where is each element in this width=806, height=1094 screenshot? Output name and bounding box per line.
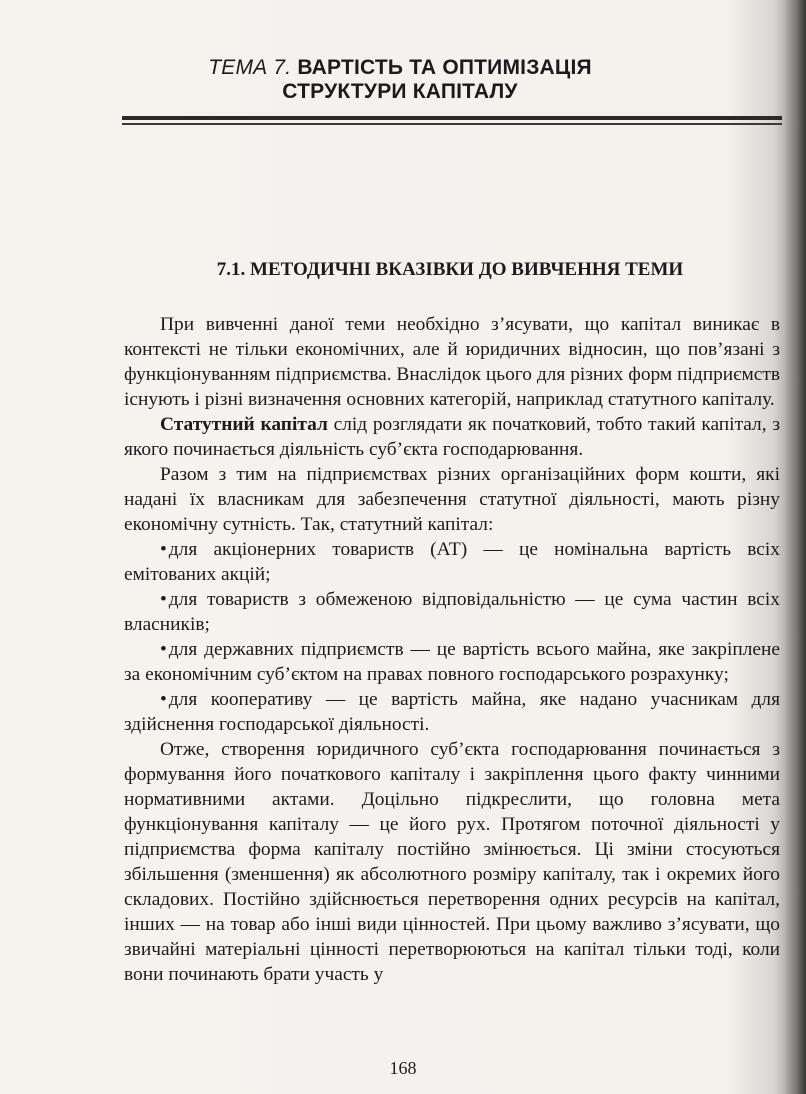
list-item-text: для акціонерних товариств (АТ) — це номінальна вартість всіх емітованих акцій; (124, 539, 780, 585)
bullet-list (124, 537, 780, 737)
chapter-title-line-1-text: ВАРТІСТЬ ТА ОПТИМІЗАЦІЯ (297, 56, 592, 79)
header-rule-thin (122, 123, 782, 125)
page-number: 168 (389, 1058, 417, 1078)
header-rule-thick (122, 116, 782, 120)
list-item (124, 587, 780, 637)
paragraph-3: Разом з тим на підприємствах різних організаційних форм кошти, які надані їх власникам для забезпечення статутної діяльності, мають різну економічну сутність. Так, статутний капітал: (124, 464, 780, 535)
chapter-title-line-1 (150, 56, 650, 80)
paragraph-2 (124, 412, 780, 462)
paragraph-4: Отже, створення юридичного суб’єкта господарювання починається з формування його початкового капіталу і закріплення цього факту чинними нормативними актами. Доцільно підкреслити, що головна мета функціонування капіталу — це його рух. Протягом поточної діяльності у підприємства форма капіталу постійно змінюється. Ці зміни стосуються збільшення (зменшення) як абсолютного розміру капіталу, так і окремих його складових. Постійно здійснюється перетворення одних ресурсів на капітал, інших — на товар або інші види цінностей. При цьому важливо з’ясувати, що звичайні матеріальні цінності перетворюються на капітал тільки тоді, коли вони починають брати участь у (124, 739, 780, 985)
list-item (124, 537, 780, 587)
list-item-text: для кооперативу — це вартість майна, яке надано учасникам для здійснення господарської діяльності. (124, 689, 780, 735)
chapter-title-prefix: ТЕМА 7. (208, 56, 292, 79)
list-item-text: для державних підприємств — це вартість всього майна, яке закріплене за економічним суб’єктом на правах повного господарського розрахунку; (124, 639, 780, 685)
bullet-icon: • (160, 639, 167, 660)
section-heading: 7.1. МЕТОДИЧНІ ВКАЗІВКИ ДО ВИВЧЕННЯ ТЕМИ (216, 259, 684, 280)
body-text (124, 312, 780, 987)
bullet-icon: • (160, 539, 167, 560)
list-item (124, 637, 780, 687)
list-item (124, 687, 780, 737)
term-statutory-capital: Статутний капітал (160, 414, 328, 435)
list-item-text: для товариств з обмеженою відповідальністю — це сума частин всіх власників; (124, 589, 780, 635)
page-edge-shadow (784, 0, 806, 1094)
bullet-icon: • (160, 589, 167, 610)
paragraph-1: При вивченні даної теми необхідно з’ясувати, що капітал виникає в контексті не тільки економічних, але й юридичних відносин, що пов’язані з функціонуванням підприємства. Внаслідок цього для різних форм підприємств існують і різні визначення основних категорій, наприклад статутного капіталу. (124, 314, 780, 410)
paragraph-2-text: слід розглядати як початковий, тобто такий капітал, з якого починається діяльність суб’єкта господарювання. (124, 414, 780, 460)
chapter-title (150, 56, 650, 104)
chapter-title-line-2: СТРУКТУРИ КАПІТАЛУ (282, 80, 518, 103)
bullet-icon: • (160, 689, 167, 710)
